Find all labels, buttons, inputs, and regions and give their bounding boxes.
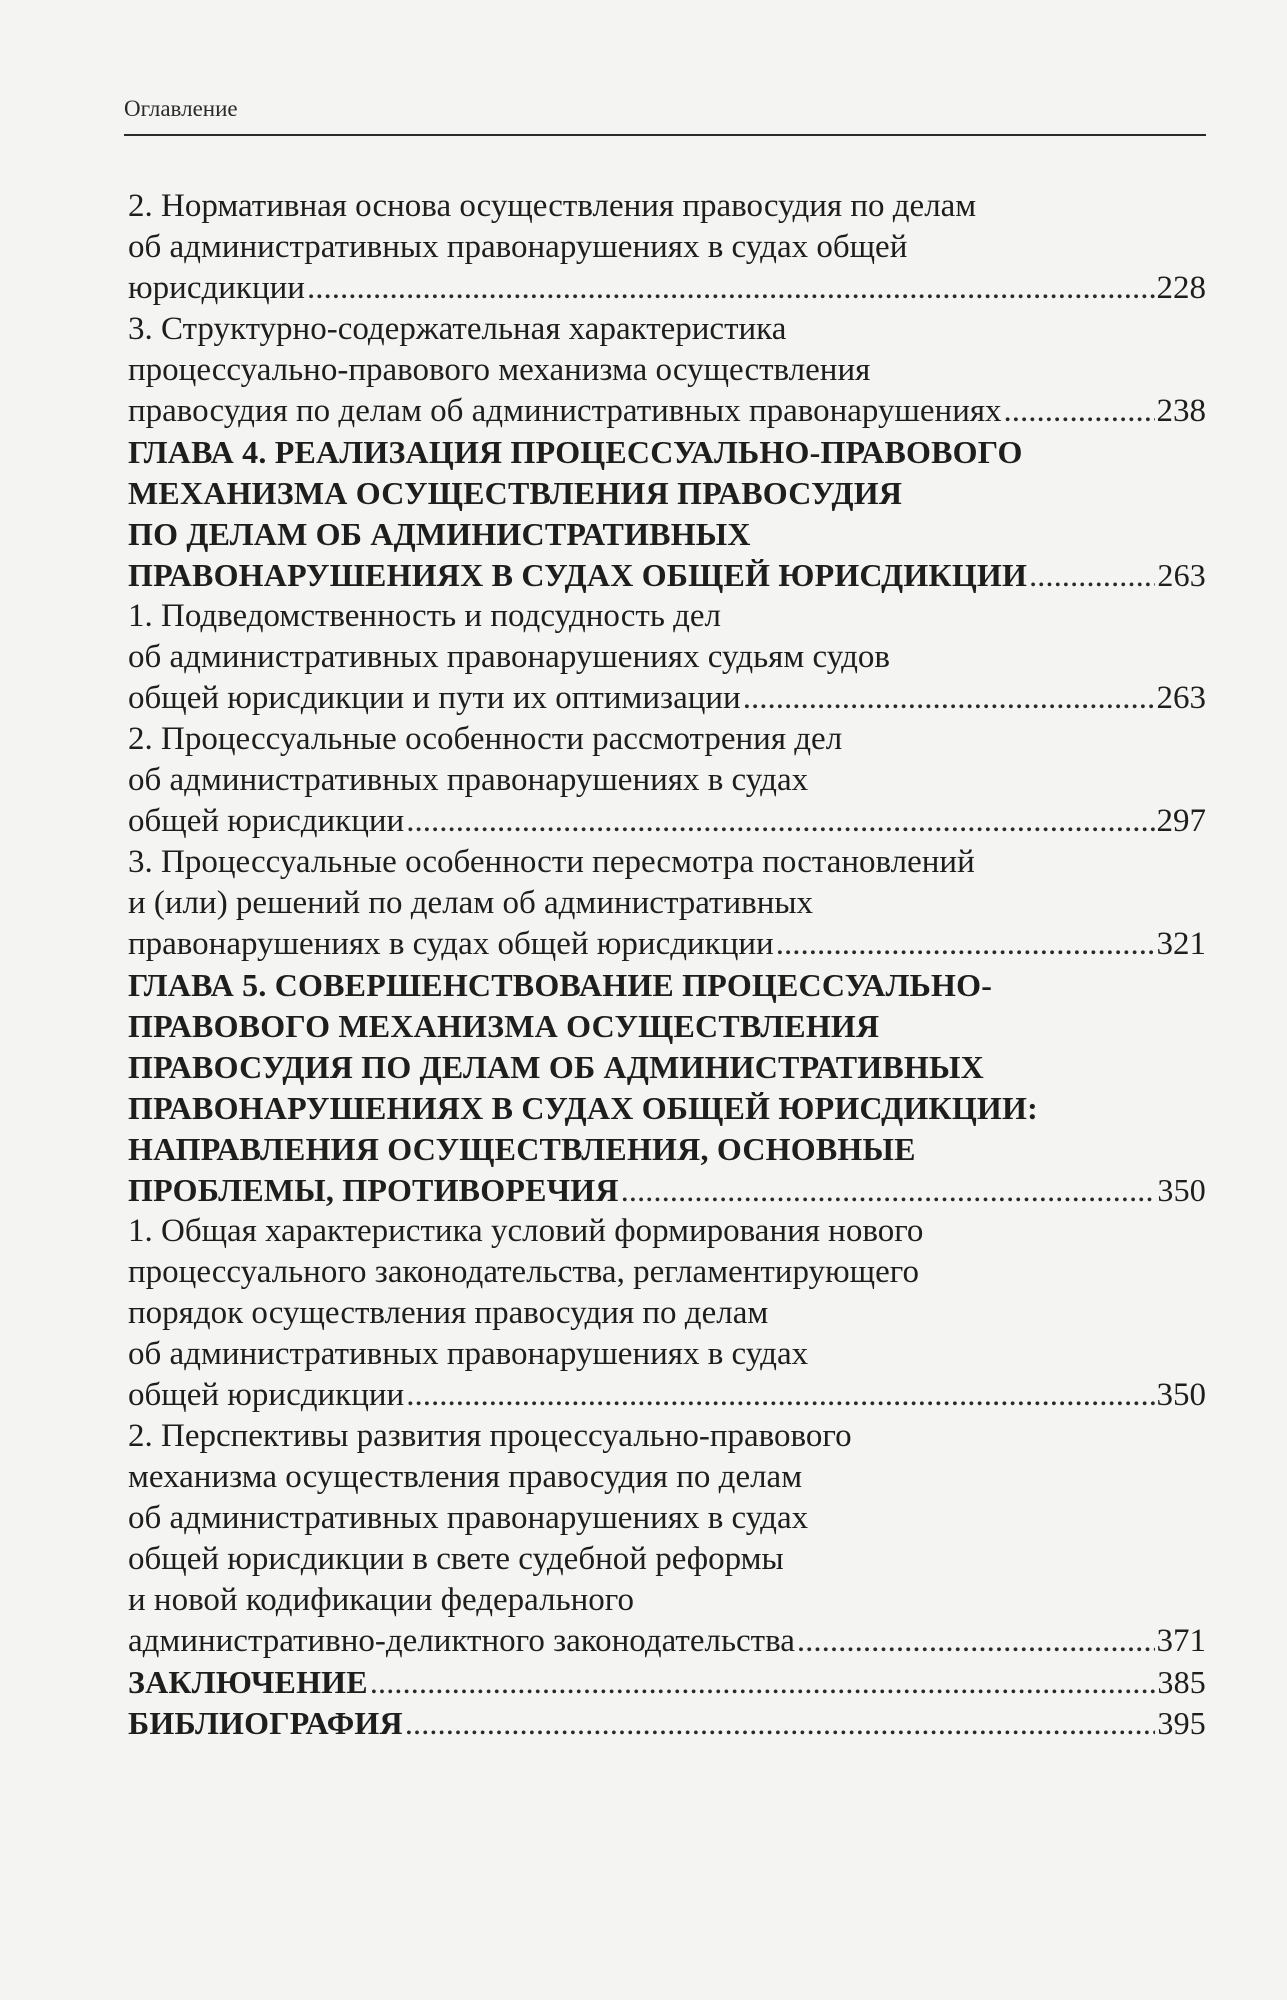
toc-entry-text: ПРОБЛЕМЫ, ПРОТИВОРЕЧИЯ (128, 1172, 619, 1208)
toc-entry-line: общей юрисдикции в свете судебной реформы (128, 1541, 784, 1577)
toc-chapter-entry (128, 432, 1206, 596)
toc-entry-line: 1. Общая характеристика условий формирования нового (128, 1213, 924, 1249)
toc-section-entry (128, 842, 1206, 965)
toc-entry-text: общей юрисдикции (128, 803, 405, 839)
toc-entry-text: ЗАКЛЮЧЕНИЕ (128, 1664, 368, 1700)
toc-entry-line: 3. Структурно-содержательная характеристика (128, 311, 787, 347)
toc-entry-line: механизма осуществления правосудия по делам (128, 1459, 803, 1495)
dot-leader (1004, 391, 1155, 432)
toc-page-number: 395 (1157, 1705, 1206, 1741)
toc-entry-line: 1. Подведомственность и подсудность дел (128, 598, 722, 634)
toc-entry-line: процессуально-правового механизма осуществления (128, 352, 871, 388)
toc-entry-line: об административных правонарушениях в судах (128, 1500, 809, 1536)
toc-entry-line: ПРАВОВОГО МЕХАНИЗМА ОСУЩЕСТВЛЕНИЯ (128, 1008, 880, 1044)
toc-entry-text: правонарушениях в судах общей юрисдикции (128, 926, 774, 962)
toc-page-number: 228 (1156, 270, 1206, 306)
toc-page-number: 350 (1157, 1172, 1206, 1208)
dot-leader (406, 1375, 1154, 1416)
toc-entry-text: общей юрисдикции и пути их оптимизации (128, 680, 741, 716)
toc-page-number: 385 (1157, 1664, 1206, 1700)
toc-entry-text: общей юрисдикции (128, 1377, 405, 1413)
toc-entry-line: НАПРАВЛЕНИЯ ОСУЩЕСТВЛЕНИЯ, ОСНОВНЫЕ (128, 1131, 916, 1167)
running-header: Оглавление (124, 96, 238, 121)
toc-section-entry (128, 309, 1206, 432)
toc-page-number: 350 (1156, 1377, 1206, 1413)
toc-entry-line (128, 924, 1206, 965)
toc-entry-text: административно-деликтного законодательства (128, 1623, 795, 1659)
dot-leader (776, 924, 1155, 965)
toc-section-entry (128, 596, 1206, 719)
toc-entry-text: ПРАВОНАРУШЕНИЯХ В СУДАХ ОБЩЕЙ ЮРИСДИКЦИИ (128, 557, 1028, 593)
toc-page-number: 238 (1156, 393, 1206, 429)
dot-leader (621, 1170, 1156, 1211)
toc-entry-line (128, 1703, 1206, 1744)
toc-entry-line: МЕХАНИЗМА ОСУЩЕСТВЛЕНИЯ ПРАВОСУДИЯ (128, 475, 903, 511)
toc-section-entry (128, 1211, 1206, 1416)
dot-leader (743, 678, 1155, 719)
toc-entry-line (128, 555, 1206, 596)
toc-chapter-entry (128, 1703, 1206, 1744)
toc-entry-line (128, 678, 1206, 719)
toc-entry-line: процессуального законодательства, регламентирующего (128, 1254, 919, 1290)
toc-entry-text: БИБЛИОГРАФИЯ (128, 1705, 403, 1741)
toc-entry-line: 3. Процессуальные особенности пересмотра постановлений (128, 844, 975, 880)
dot-leader (405, 1703, 1156, 1744)
toc-entry-line: и новой кодификации федерального (128, 1582, 635, 1618)
toc-entry-line: 2. Нормативная основа осуществления правосудия по делам (128, 188, 977, 224)
toc-entry-line (128, 1170, 1206, 1211)
toc-entry-line: порядок осуществления правосудия по делам (128, 1295, 769, 1331)
header-rule (124, 134, 1206, 136)
toc-entry-line (128, 391, 1206, 432)
toc-entry-line (128, 1662, 1206, 1703)
toc-entry-line: ПРАВОНАРУШЕНИЯХ В СУДАХ ОБЩЕЙ ЮРИСДИКЦИИ: (128, 1090, 1038, 1126)
toc-page-number: 263 (1156, 680, 1206, 716)
toc-page-number: 297 (1156, 803, 1206, 839)
toc-entry-line (128, 268, 1206, 309)
dot-leader (370, 1662, 1156, 1703)
dot-leader (307, 268, 1155, 309)
toc-entry-line: ГЛАВА 4. РЕАЛИЗАЦИЯ ПРОЦЕССУАЛЬНО-ПРАВОВОГО (128, 434, 1023, 470)
toc-page-number: 321 (1156, 926, 1206, 962)
toc-entry-line: и (или) решений по делам об административных (128, 885, 814, 921)
toc-section-entry (128, 1416, 1206, 1662)
toc-entry-line: об административных правонарушениях в судах (128, 1336, 809, 1372)
dot-leader (1029, 555, 1155, 596)
toc-chapter-entry (128, 965, 1206, 1211)
toc-entry-line (128, 1375, 1206, 1416)
toc-entry-line: об административных правонарушениях судьям судов (128, 639, 890, 675)
toc-entry-text: юрисдикции (128, 270, 305, 306)
toc-chapter-entry (128, 1662, 1206, 1703)
toc-entry-line: ПРАВОСУДИЯ ПО ДЕЛАМ ОБ АДМИНИСТРАТИВНЫХ (128, 1049, 984, 1085)
toc-entry-line: ГЛАВА 5. СОВЕРШЕНСТВОВАНИЕ ПРОЦЕССУАЛЬНО- (128, 967, 993, 1003)
dot-leader (406, 801, 1154, 842)
toc-entry-line (128, 1621, 1206, 1662)
table-of-contents (128, 186, 1206, 1744)
toc-entry-text: правосудия по делам об административных правонарушениях (128, 393, 1002, 429)
toc-entry-line (128, 801, 1206, 842)
toc-entry-line: ПО ДЕЛАМ ОБ АДМИНИСТРАТИВНЫХ (128, 516, 751, 552)
toc-entry-line: об административных правонарушениях в судах общей (128, 229, 908, 265)
toc-entry-line: об административных правонарушениях в судах (128, 762, 809, 798)
dot-leader (797, 1621, 1155, 1662)
toc-section-entry (128, 719, 1206, 842)
toc-entry-line: 2. Перспективы развития процессуально-правового (128, 1418, 852, 1454)
toc-entry-line: 2. Процессуальные особенности рассмотрения дел (128, 721, 843, 757)
toc-page-number: 371 (1156, 1623, 1206, 1659)
toc-section-entry (128, 186, 1206, 309)
toc-page-number: 263 (1157, 557, 1206, 593)
